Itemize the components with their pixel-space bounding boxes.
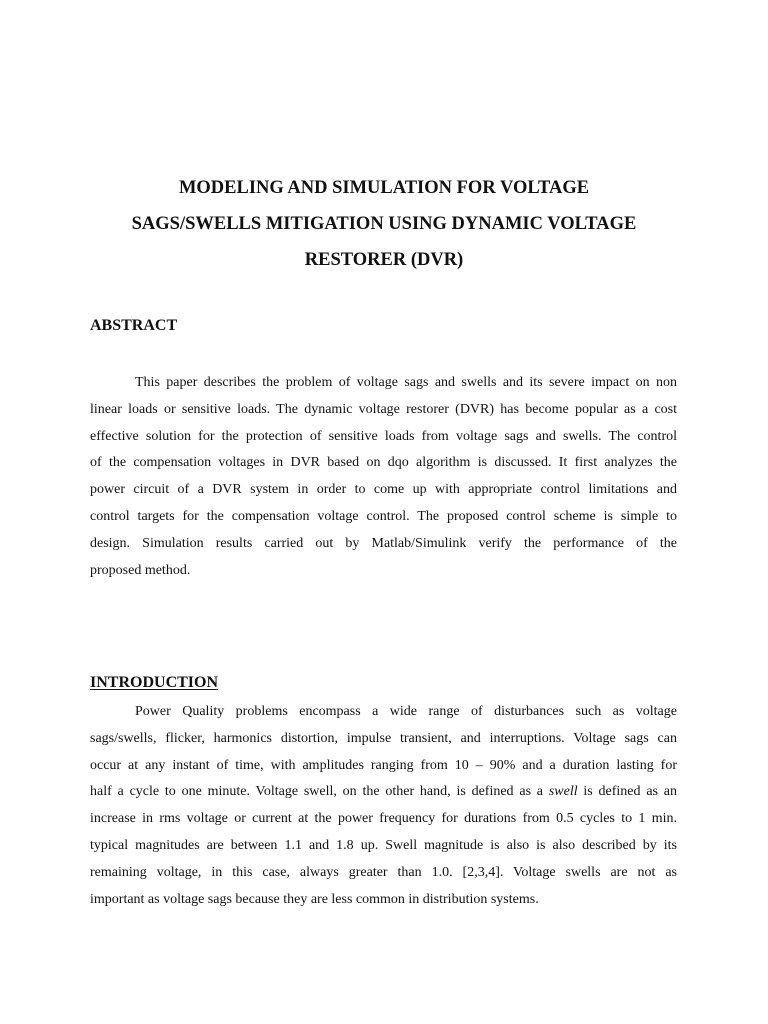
- text-line: increase in rms voltage or current at the power frequency for durations from 0.5 cycles to 1 min.: [90, 811, 677, 827]
- text-segment: is defined as an: [583, 784, 677, 800]
- abstract-heading: ABSTRACT: [90, 317, 178, 334]
- text-line: power circuit of a DVR system in order to come up with appropriate control limitations and: [90, 482, 677, 498]
- text-line: remaining voltage, in this case, always greater than 1.0. [2,3,4]. Voltage swells are not as: [90, 864, 677, 880]
- text-line: control targets for the compensation voltage control. The proposed control scheme is simple to: [90, 508, 677, 524]
- text-line: proposed method.: [90, 562, 191, 578]
- title-line: SAGS/SWELLS MITIGATION USING DYNAMIC VOLTAGE: [131, 214, 637, 234]
- abstract-paragraph: [90, 370, 677, 584]
- text-line: typical magnitudes are between 1.1 and 1.8 up. Swell magnitude is also is also described by its: [90, 837, 677, 853]
- title-line: RESTORER (DVR): [304, 250, 464, 270]
- introduction-paragraph: [90, 699, 677, 913]
- paper-title: [60, 170, 708, 278]
- text-line: linear loads or sensitive loads. The dynamic voltage restorer (DVR) has become popular as a cost: [90, 401, 677, 417]
- text-line: Power Quality problems encompass a wide range of disturbances such as voltage: [135, 704, 677, 719]
- title-line: MODELING AND SIMULATION FOR VOLTAGE: [178, 178, 590, 198]
- text-line: sags/swells, flicker, harmonics distortion, impulse transient, and interruptions. Voltage sags can: [90, 730, 677, 746]
- text-segment: half a cycle to one minute. Voltage swell, on the other hand, is defined as a: [90, 784, 544, 800]
- text-line: design. Simulation results carried out by Matlab/Simulink verify the performance of the: [90, 535, 677, 551]
- text-line: This paper describes the problem of voltage sags and swells and its severe impact on non: [135, 375, 677, 390]
- introduction-heading: INTRODUCTION: [90, 674, 219, 691]
- text-line: effective solution for the protection of sensitive loads from voltage sags and swells. The control: [90, 428, 677, 444]
- text-line: of the compensation voltages in DVR based on dqo algorithm is discussed. It first analyzes the: [90, 455, 677, 471]
- text-line-with-emphasis: [90, 779, 677, 806]
- text-line: important as voltage sags because they are less common in distribution systems.: [90, 891, 539, 907]
- emphasis-word: swell: [548, 784, 578, 800]
- text-line: occur at any instant of time, with amplitudes ranging from 10 – 90% and a duration lasting for: [90, 757, 677, 773]
